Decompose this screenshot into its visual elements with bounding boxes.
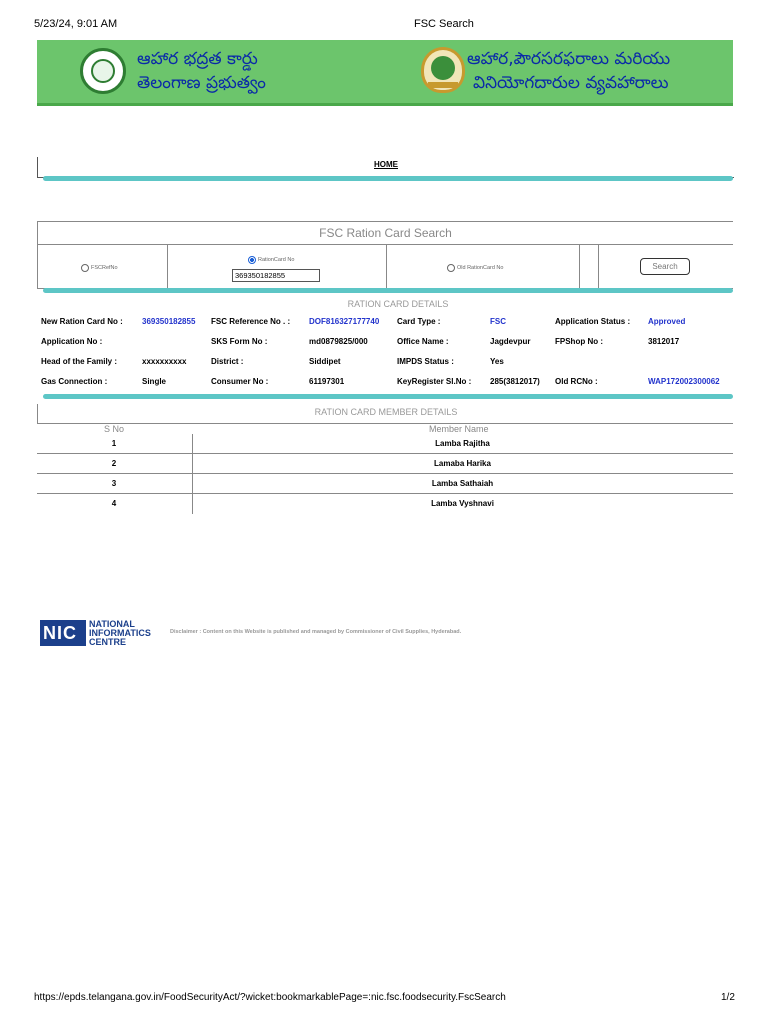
new-ration-card-no-label: New Ration Card No : bbox=[41, 317, 123, 326]
member-name: Lamba Rajitha bbox=[435, 439, 490, 448]
civil-supplies-emblem-icon bbox=[421, 47, 465, 93]
header-banner bbox=[37, 40, 733, 106]
option-fscrefno-cell bbox=[38, 245, 168, 289]
search-panel-header bbox=[37, 221, 733, 245]
card-type-label: Card Type : bbox=[397, 317, 441, 326]
option-old-rationcard-cell bbox=[387, 245, 580, 289]
district-label: District : bbox=[211, 357, 244, 366]
print-url: https://epds.telangana.gov.in/FoodSecurityAct/?wicket:bookmarkablePage=:nic.fsc.foodsecurity.FscSearch bbox=[34, 992, 506, 1003]
application-no-label: Application No : bbox=[41, 337, 103, 346]
search-options-row bbox=[37, 245, 733, 289]
consumer-no-label: Consumer No : bbox=[211, 377, 269, 386]
banner-left-line2: తెలంగాణ ప్రభుత్వం bbox=[137, 73, 266, 93]
member-name: Lamba Vyshnavi bbox=[431, 499, 494, 508]
details-title: RATION CARD DETAILS bbox=[347, 299, 449, 309]
member-sno: 4 bbox=[111, 499, 117, 508]
new-ration-card-no-value: 369350182855 bbox=[142, 317, 196, 326]
nav-bar bbox=[37, 157, 734, 178]
member-sno: 3 bbox=[111, 479, 117, 488]
banner-right-line1: ఆహార,పౌరసరఫరాలు మరియు bbox=[467, 49, 671, 69]
member-sno: 2 bbox=[111, 459, 117, 468]
details-divider bbox=[43, 394, 733, 399]
card-type-value: FSC bbox=[490, 317, 506, 326]
gas-connection-label: Gas Connection : bbox=[41, 377, 108, 386]
fsc-ref-no-label: FSC Reference No . : bbox=[211, 317, 291, 326]
application-status-value: Approved bbox=[648, 317, 686, 326]
old-rcno-value: WAP172002300062 bbox=[648, 377, 720, 386]
sks-form-no-value: md0879825/000 bbox=[309, 337, 368, 346]
member-column-divider bbox=[192, 434, 193, 514]
key-register-value: 285(3812017) bbox=[490, 377, 540, 386]
search-button[interactable]: Search bbox=[640, 258, 690, 275]
option-rationcard-cell bbox=[168, 245, 387, 289]
rationcard-input[interactable] bbox=[232, 269, 320, 282]
nav-divider bbox=[43, 176, 733, 181]
disclaimer-text: Disclaimer : Content on this Website is published and managed by Commissioner of Civil Supplies, Hyderabad. bbox=[170, 629, 462, 635]
nic-logo-icon: NIC bbox=[40, 620, 86, 646]
nic-name-line2: INFORMATICS bbox=[89, 628, 151, 638]
member-name: Lamaba Harika bbox=[434, 459, 491, 468]
impds-status-value: Yes bbox=[490, 357, 504, 366]
member-name: Lamba Sathaiah bbox=[431, 479, 494, 488]
member-title: RATION CARD MEMBER DETAILS bbox=[314, 407, 458, 417]
office-name-label: Office Name : bbox=[397, 337, 449, 346]
member-row bbox=[37, 434, 733, 454]
telangana-emblem-icon bbox=[80, 48, 126, 94]
banner-left-line1: ఆహార భద్రత కార్డు bbox=[137, 49, 258, 69]
fsc-ref-no-value: DOF816327177740 bbox=[309, 317, 380, 326]
search-divider bbox=[43, 288, 733, 293]
option-fscrefno[interactable]: FSCRefNo bbox=[81, 259, 118, 277]
nic-name-line1: NATIONAL bbox=[89, 619, 135, 629]
application-status-label: Application Status : bbox=[555, 317, 631, 326]
search-title: FSC Ration Card Search bbox=[319, 226, 452, 240]
col-sno-header: S No bbox=[104, 424, 125, 434]
head-of-family-value: xxxxxxxxxx bbox=[142, 357, 187, 366]
gas-connection-value: Single bbox=[142, 377, 167, 386]
district-value: Siddipet bbox=[309, 357, 341, 366]
print-page-title: FSC Search bbox=[414, 18, 474, 30]
impds-status-label: IMPDS Status : bbox=[397, 357, 454, 366]
consumer-no-value: 61197301 bbox=[309, 377, 345, 386]
option-rationcard[interactable]: RationCard No bbox=[248, 251, 294, 269]
option-old-rationcard[interactable]: Old RationCard No bbox=[447, 259, 503, 277]
fscrefno-radio[interactable] bbox=[81, 264, 89, 272]
head-of-family-label: Head of the Family : bbox=[41, 357, 118, 366]
col-member-name-header: Member Name bbox=[429, 424, 489, 434]
member-sno: 1 bbox=[111, 439, 117, 448]
fpshop-no-label: FPShop No : bbox=[555, 337, 603, 346]
nic-name-line3: CENTRE bbox=[89, 637, 127, 647]
member-row bbox=[37, 474, 733, 494]
print-datetime: 5/23/24, 9:01 AM bbox=[34, 18, 118, 30]
member-row bbox=[37, 454, 733, 474]
sks-form-no-label: SKS Form No : bbox=[211, 337, 268, 346]
old-rationcard-radio[interactable] bbox=[447, 264, 455, 272]
office-name-value: Jagdevpur bbox=[490, 337, 531, 346]
member-section-header bbox=[37, 404, 733, 424]
rationcard-radio[interactable] bbox=[248, 256, 256, 264]
fpshop-no-value: 3812017 bbox=[648, 337, 680, 346]
home-link[interactable]: HOME bbox=[374, 160, 398, 169]
print-page-number: 1/2 bbox=[721, 992, 735, 1003]
banner-right-line2: వినియోగదారుల వ్యవహారాలు bbox=[473, 73, 669, 93]
key-register-label: KeyRegister Sl.No : bbox=[397, 377, 472, 386]
member-row bbox=[37, 494, 733, 514]
old-rcno-label: Old RCNo : bbox=[555, 377, 598, 386]
